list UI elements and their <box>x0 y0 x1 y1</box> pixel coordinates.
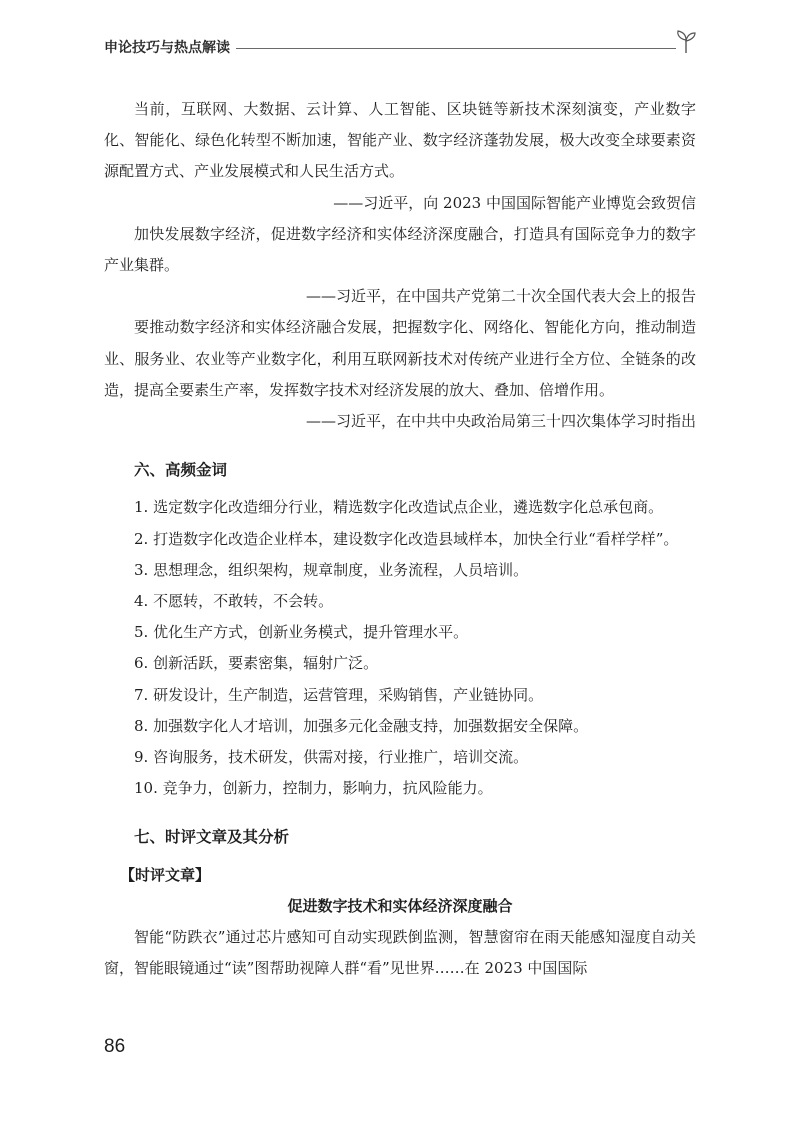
quote-source: ——习近平，在中国共产党第二十次全国代表大会上的报告 <box>305 287 696 306</box>
quote-source: ——习近平，向 2023 中国国际智能产业博览会致贺信 <box>333 193 696 212</box>
quote-text: 要推动数字经济和实体经济融合发展，把握数字化、网络化、智能化方向，推动制造业、服务业、农业等产业数字化，利用互联网新技术对传统产业进行全方位、全链条的改造，提高全要素生产率，发挥数字技术对经济发展的放大、叠加、倍增作用。 <box>104 318 696 399</box>
section-heading: 六、高频金词 <box>134 461 228 480</box>
section-heading: 七、时评文章及其分析 <box>134 828 290 847</box>
list-item: 5. 优化生产方式，创新业务模式，提升管理水平。 <box>134 623 469 642</box>
quote-text: 当前，互联网、大数据、云计算、人工智能、区块链等新技术深刻演变，产业数字化、智能化、绿色化转型不断加速，智能产业、数字经济蓬勃发展，极大改变全球要素资源配置方式、产业发展模式和人民生活方式。 <box>104 100 696 181</box>
list-item: 9. 咨询服务，技术研发，供需对接，行业推广，培训交流。 <box>134 748 529 767</box>
running-header <box>104 33 694 63</box>
article-tag: 【时评文章】 <box>120 865 211 884</box>
quote-text: 加快发展数字经济，促进数字经济和实体经济深度融合，打造具有国际竞争力的数字产业集群。 <box>104 224 696 275</box>
page-number: 86 <box>104 1036 126 1057</box>
list-item: 4. 不愿转，不敢转，不会转。 <box>134 592 334 611</box>
list-item: 8. 加强数字化人才培训，加强多元化金融支持，加强数据安全保障。 <box>134 716 589 735</box>
sprout-icon <box>674 29 698 55</box>
article-paragraph: 智能“防跌衣”通过芯片感知可自动实现跌倒监测，智慧窗帘在雨天能感知湿度自动关窗，智能眼镜通过“读”图帮助视障人群“看”见世界……在 2023 中国国际 <box>104 928 696 978</box>
list-item: 7. 研发设计，生产制造，运营管理，采购销售，产业链协同。 <box>134 685 544 704</box>
quote-source: ——习近平，在中共中央政治局第三十四次集体学习时指出 <box>305 412 696 431</box>
header-title: 申论技巧与热点解读 <box>104 40 230 56</box>
header-rule <box>236 48 676 49</box>
list-item: 2. 打造数字化改造企业样本，建设数字化改造县域样本，加快全行业“看样学样”。 <box>134 529 679 548</box>
list-item: 6. 创新活跃，要素密集，辐射广泛。 <box>134 654 379 673</box>
list-item: 3. 思想理念，组织架构，规章制度，业务流程，人员培训。 <box>134 560 529 579</box>
list-item: 10. 竞争力，创新力，控制力，影响力，抗风险能力。 <box>134 779 493 798</box>
list-item: 1. 选定数字化改造细分行业，精选数字化改造试点企业，遴选数字化总承包商。 <box>134 498 664 517</box>
article-title: 促进数字技术和实体经济深度融合 <box>287 896 513 915</box>
page-content <box>104 94 696 984</box>
